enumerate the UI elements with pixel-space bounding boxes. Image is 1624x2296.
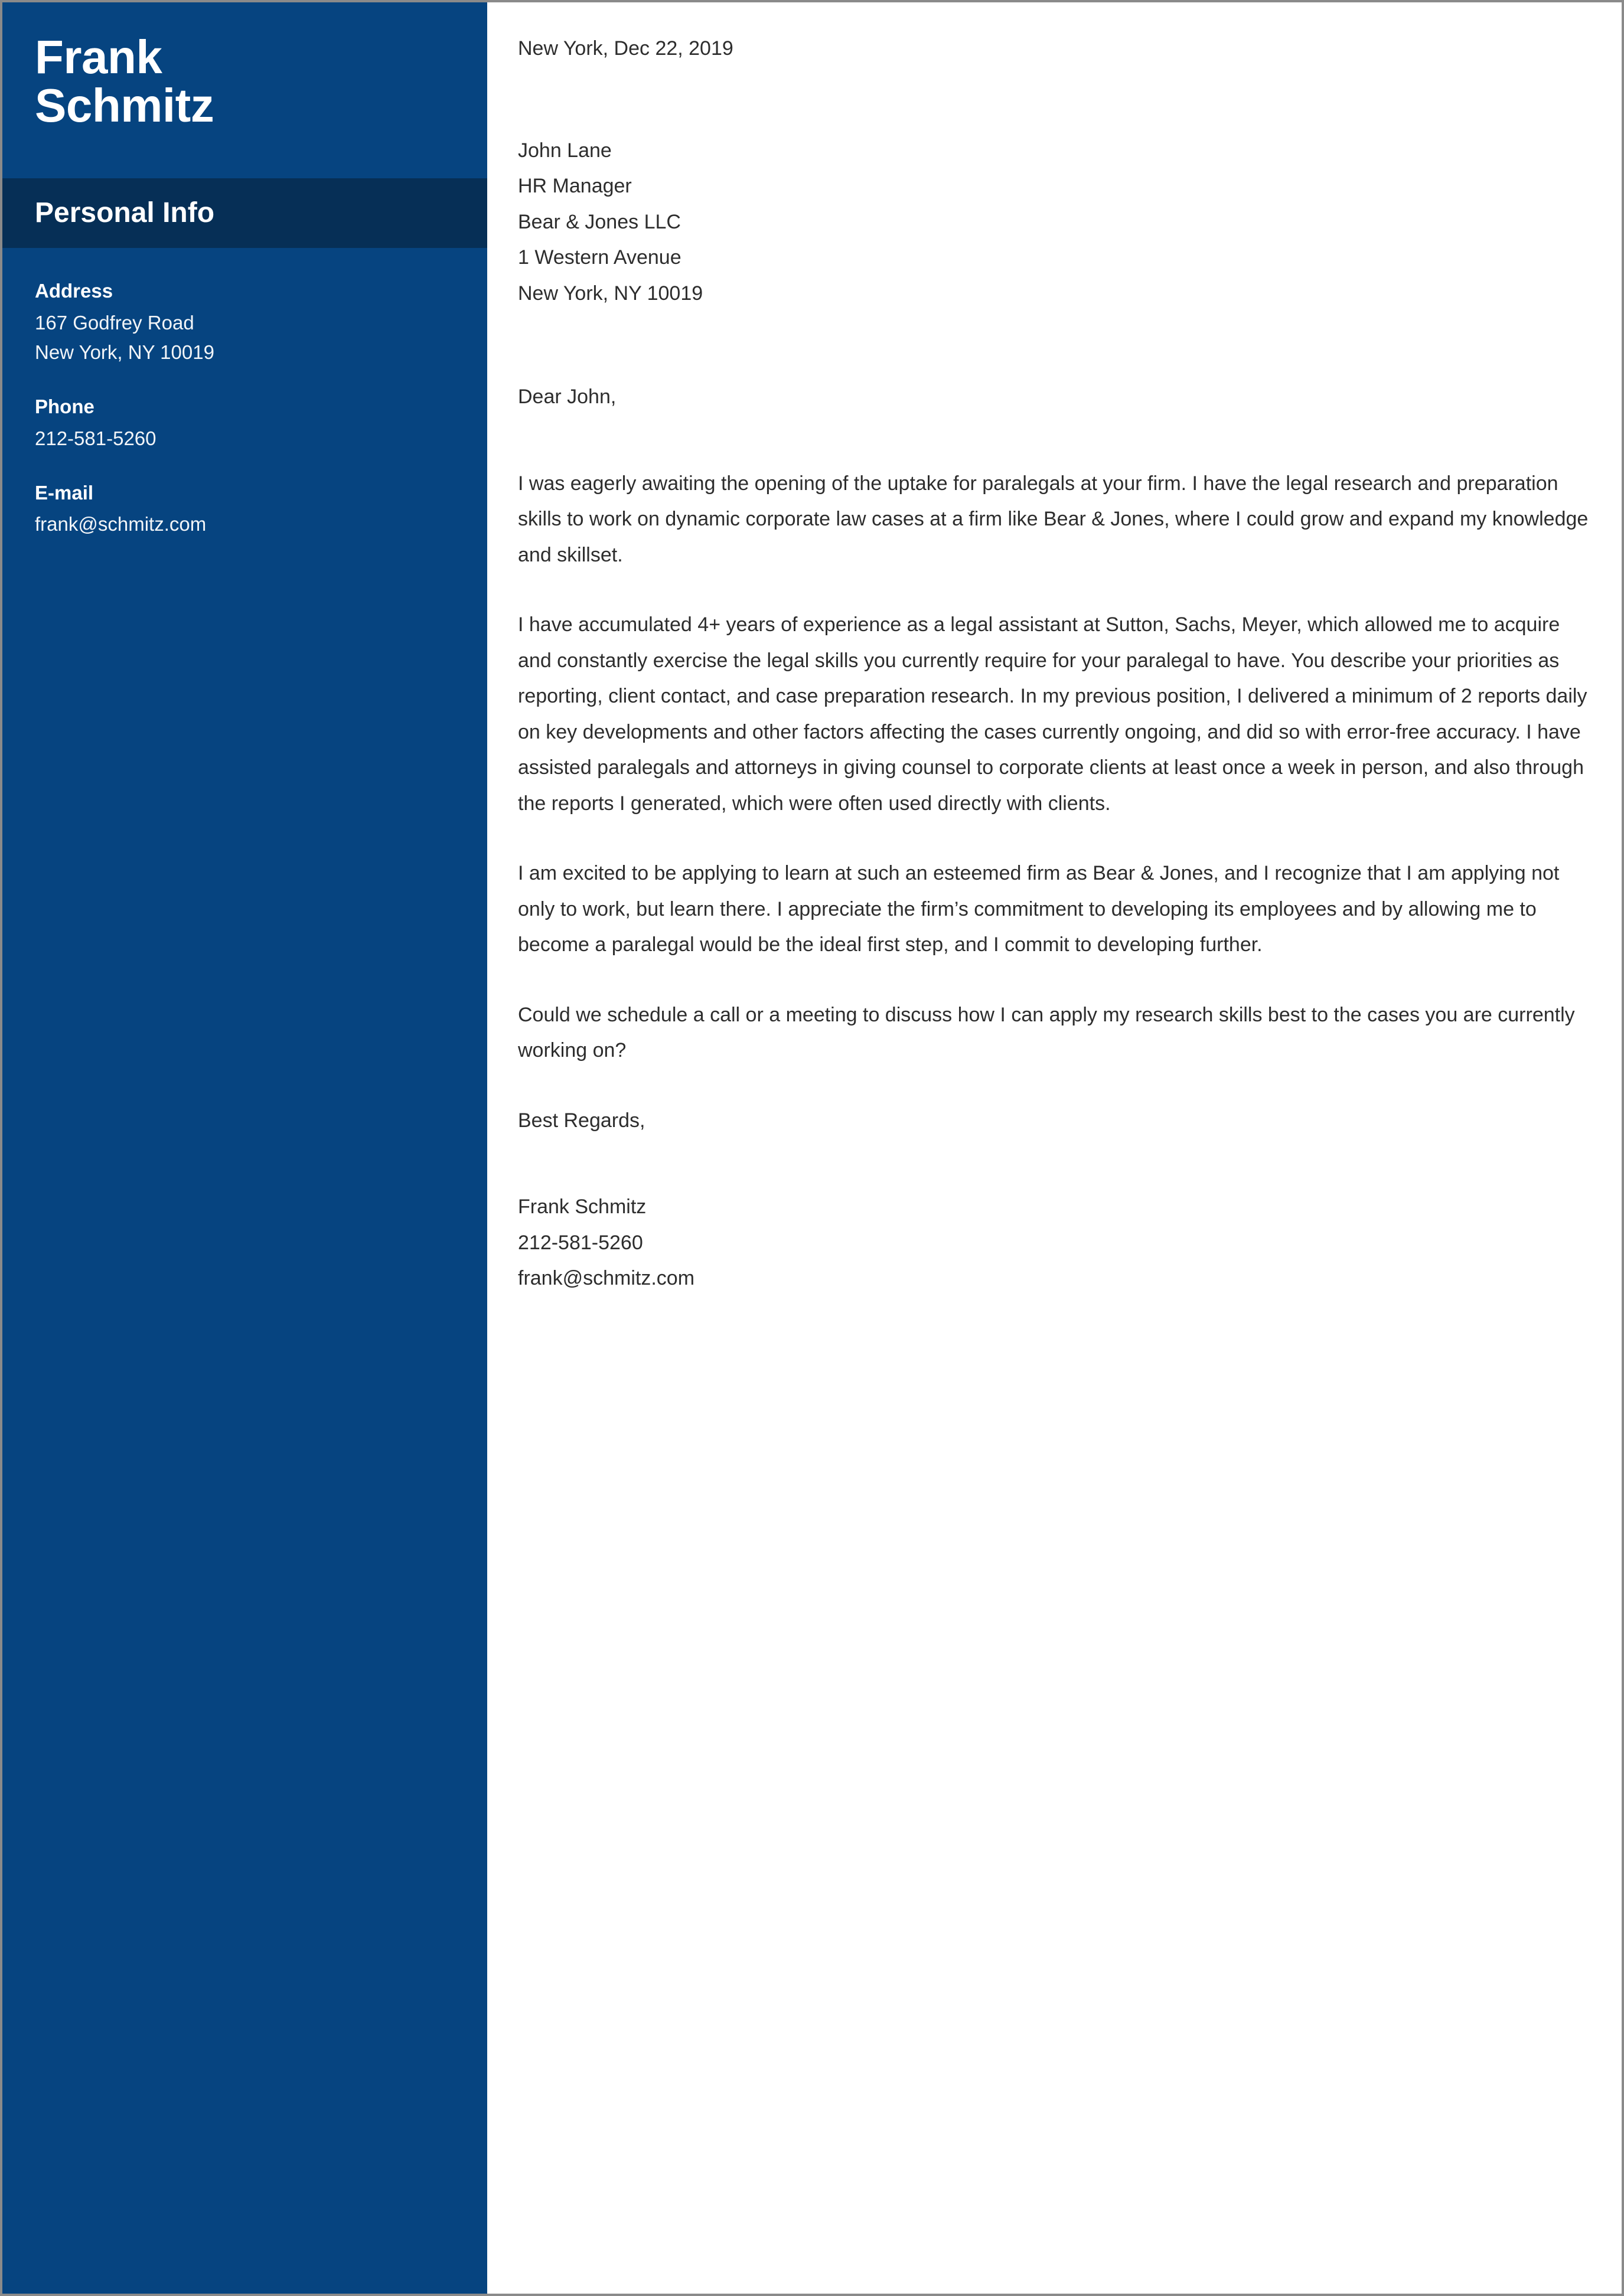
- signature-phone[interactable]: 212-581-5260: [518, 1231, 643, 1254]
- recipient-street: 1 Western Avenue: [518, 246, 681, 269]
- recipient-name: John Lane: [518, 139, 612, 162]
- address-label: Address: [35, 280, 113, 302]
- letter-paragraph-3: I am excited to be applying to learn at such an esteemed firm as Bear & Jones, and I recognize that I am applying not only to work, but learn there. I appreciate the firm’s commitment to developing its employees and by allowing me to become a paralegal would be the ideal first step, and I commit to developing further.: [518, 862, 1560, 956]
- email-value[interactable]: frank@schmitz.com: [35, 513, 207, 535]
- email-label: E-mail: [35, 481, 94, 504]
- signature-block: [518, 1189, 1589, 1296]
- phone-label: Phone: [35, 396, 94, 417]
- sidebar: [2, 2, 487, 2294]
- info-group-email: [35, 478, 455, 540]
- address-city-state-zip: New York, NY 10019: [35, 341, 214, 363]
- info-group-address: [35, 276, 455, 367]
- recipient-city-state-zip: New York, NY 10019: [518, 282, 703, 305]
- personal-info-title: Personal Info: [35, 197, 215, 229]
- recipient-title: HR Manager: [518, 175, 632, 198]
- candidate-last-name: Schmitz: [35, 79, 214, 132]
- address-street: 167 Godfrey Road: [35, 311, 194, 334]
- candidate-first-name: Frank: [35, 31, 162, 83]
- letter-body: [487, 2, 1622, 2294]
- recipient-block: [518, 133, 1589, 312]
- personal-info-section-header: [2, 178, 487, 248]
- info-group-phone: [35, 392, 455, 453]
- phone-value[interactable]: 212-581-5260: [35, 427, 156, 449]
- signature-email[interactable]: frank@schmitz.com: [518, 1267, 695, 1290]
- recipient-company: Bear & Jones LLC: [518, 210, 681, 233]
- signature-name: Frank Schmitz: [518, 1196, 647, 1219]
- letter-paragraph-1: I was eagerly awaiting the opening of the uptake for paralegals at your firm. I have the legal research and preparation skills to work on dynamic corporate law cases at a firm like Bear & Jones, where I could grow and expand my knowledge and skillset.: [518, 472, 1589, 566]
- letter-paragraph-4: Could we schedule a call or a meeting to discuss how I can apply my research skills best to the cases you are currently working on?: [518, 1003, 1575, 1062]
- letter-date: New York, Dec 22, 2019: [518, 37, 733, 60]
- letter-salutation: Dear John,: [518, 386, 617, 409]
- personal-info-list: [2, 248, 487, 539]
- letter-closing: Best Regards,: [518, 1109, 645, 1132]
- letter-paragraph-2: I have accumulated 4+ years of experience as a legal assistant at Sutton, Sachs, Meyer, which allowed me to acquire and constantly exercise the legal skills you currently require for your paralegal to have. You describe your priorities as reporting, client contact, and case preparation research. In my previous position, I delivered a minimum of 2 reports daily on key developments and other factors affecting the cases currently ongoing, and did so with error-free accuracy. I have assisted paralegals and attorneys in giving counsel to corporate clients at least once a week in person, and also through the reports I generated, which were often used directly with clients.: [518, 613, 1587, 815]
- candidate-name-block: [2, 2, 487, 132]
